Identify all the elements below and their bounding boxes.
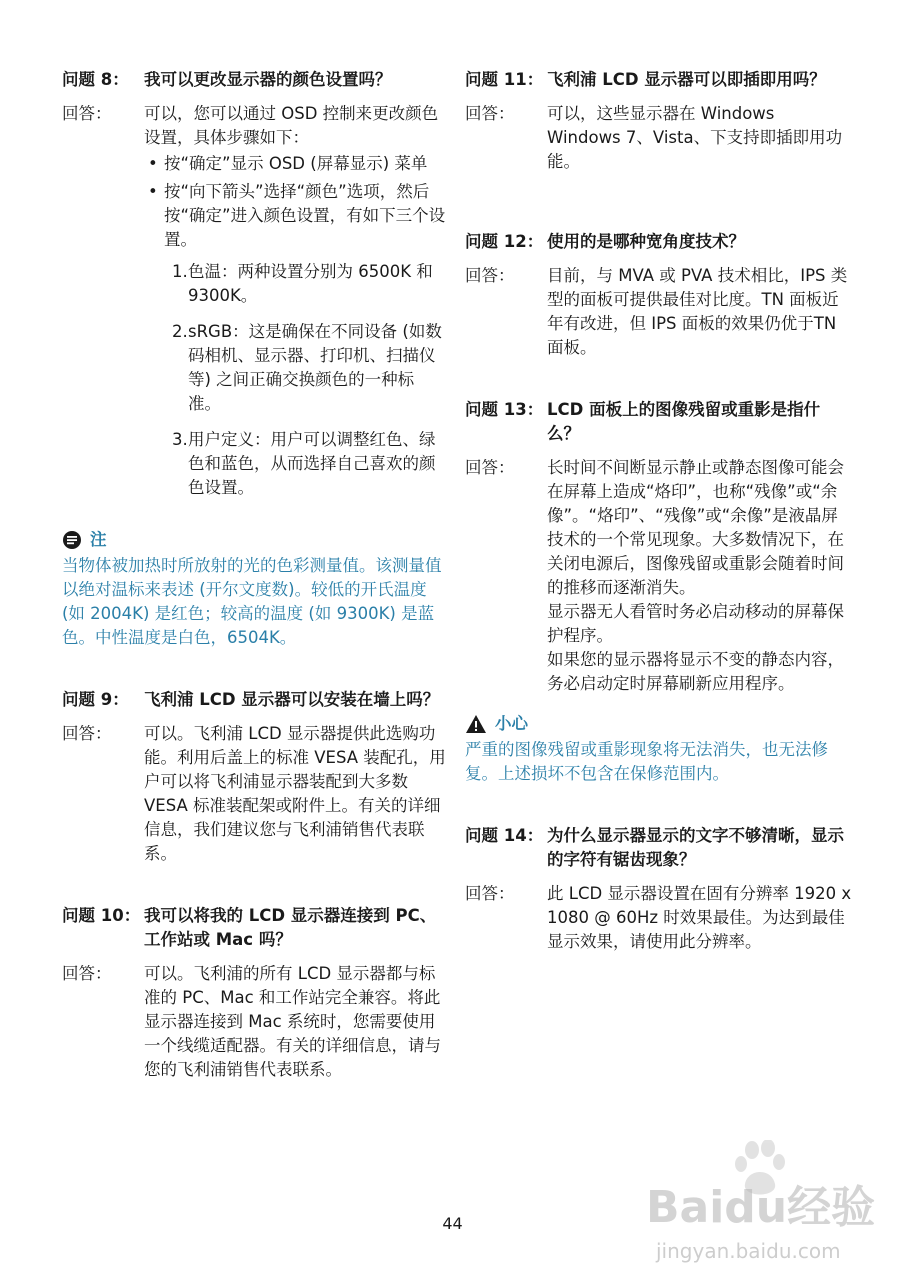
bullet-list [144,152,446,252]
answer-label: 回答： [62,724,112,743]
numbered-item [172,260,446,308]
caution-header [465,712,853,736]
question-row [465,398,853,446]
question-label: 问题 9： [62,690,129,709]
question-text: 使用的是哪种宽角度技术？ [547,232,745,251]
note-box [62,528,446,650]
answer-label: 回答： [465,266,515,285]
warning-icon [465,714,487,734]
answer-paragraph: 长时间不间断显示静止或静态图像可能会在屏幕上造成“烙印”，也称“残像”或“余像”。“烙印”、“残像”或“余像”是液晶屏技术的一个常见现象。大多数情况下，在关闭电源后，图像残留或重影会随着时间的推移而逐渐消失。 [547,458,844,597]
note-title: 注 [90,530,107,549]
item-number: 3. [172,430,188,449]
faq-q11 [465,68,853,174]
answer-label: 回答： [465,104,515,123]
item-text: sRGB：这是确保在不同设备 (如数码相机、显示器、打印机、扫描仪等) 之间正确交换颜色的一种标准。 [188,322,442,413]
question-label: 问题 14： [465,826,544,845]
answer-row [62,962,446,1082]
answer-label: 回答： [465,458,515,477]
numbered-item [172,428,446,500]
answer-text: 此 LCD 显示器设置在固有分辨率 1920 x 1080 @ 60Hz 时效果最佳。为达到最佳显示效果，请使用此分辨率。 [547,884,852,951]
answer-label: 回答： [62,964,112,983]
caution-text: 严重的图像残留或重影现象将无法消失，也无法修复。上述损坏不包含在保修范围内。 [465,740,828,783]
answer-text: 可以。飞利浦的所有 LCD 显示器都与标准的 PC、Mac 和工作站完全兼容。将此显示器连接到 Mac 系统时，您需要使用一个线缆适配器。有关的详细信息，请与您的飞利浦销售代表联系。 [144,964,441,1079]
item-text: 用户定义：用户可以调整红色、绿色和蓝色，从而选择自己喜欢的颜色设置。 [188,430,436,497]
question-text: 我可以将我的 LCD 显示器连接到 PC、工作站或 Mac 吗？ [144,906,437,949]
bullet-item: • 按“向下箭头”选择“颜色”选项，然后按“确定”进入颜色设置，有如下三个设置。 [144,180,446,252]
question-text: 我可以更改显示器的颜色设置吗？ [144,70,392,89]
numbered-list [144,260,446,500]
caution-box [465,712,853,786]
caution-title: 小心 [495,714,528,733]
answer-row [465,456,853,696]
numbered-item [172,320,446,416]
note-header [62,528,446,552]
question-label: 问题 11： [465,70,544,89]
item-number: 2. [172,322,188,341]
answer-intro: 可以，您可以通过 OSD 控制来更改颜色设置，具体步骤如下： [144,104,439,147]
question-row [62,688,446,712]
question-text: LCD 面板上的图像残留或重影是指什么？ [547,400,821,443]
question-row [465,68,853,92]
bullet-item: • 按“确定”显示 OSD (屏幕显示) 菜单 [144,152,446,176]
faq-q9 [62,688,446,866]
baidu-jingyan-watermark [640,1140,890,1270]
faq-q12 [465,230,853,360]
answer-paragraph: 如果您的显示器将显示不变的静态内容，务必启动定时屏幕刷新应用程序。 [547,650,844,693]
answer-row [465,882,853,954]
answer-body [144,102,446,512]
faq-q10 [62,904,446,1082]
faq-q14 [465,824,853,954]
answer-row [465,264,853,360]
question-label: 问题 10： [62,906,141,925]
answer-row [465,102,853,174]
note-text: 当物体被加热时所放射的光的色彩测量值。该测量值以绝对温标来表述 (开尔文度数)。较低的开氏温度 (如 2004K) 是红色；较高的温度 (如 9300K) 是蓝色。中性温度是白色，6504K。 [62,556,442,647]
page-number: 44 [442,1214,463,1233]
question-text: 飞利浦 LCD 显示器可以即插即用吗？ [547,70,826,89]
left-column [62,68,446,1120]
answer-label: 回答： [62,104,112,123]
item-text: 色温：两种设置分别为 6500K 和 9300K。 [188,262,433,305]
watermark-brand: Baidu经验 [646,1182,876,1233]
right-column [465,68,853,992]
answer-text: 目前，与 MVA 或 PVA 技术相比，IPS 类型的面板可提供最佳对比度。TN 面板近年有改进，但 IPS 面板的效果仍优于TN 面板。 [547,266,848,357]
answer-label: 回答： [465,884,515,903]
question-row [62,68,446,92]
item-number: 1. [172,262,188,281]
faq-q8 [62,68,446,512]
answer-row [62,102,446,512]
answer-body [547,456,853,696]
question-row [62,904,446,952]
answer-text: 可以。飞利浦 LCD 显示器提供此选购功能。利用后盖上的标准 VESA 装配孔，用户可以将飞利浦显示器装配到大多数 VESA 标准装配架或附件上。有关的详细信息，我们建议您与飞利浦销售代表联系。 [144,724,446,863]
question-label: 问题 8： [62,70,129,89]
note-icon [62,530,82,550]
faq-q13 [465,398,853,696]
watermark-url: jingyan.baidu.com [656,1239,841,1263]
question-row [465,824,853,872]
answer-paragraph: 显示器无人看管时务必启动移动的屏幕保护程序。 [547,602,844,645]
question-text: 飞利浦 LCD 显示器可以安装在墙上吗？ [144,690,440,709]
question-label: 问题 13： [465,400,544,419]
answer-text: 可以，这些显示器在 Windows Windows 7、Vista、下支持即插即用功能。 [547,104,843,171]
question-label: 问题 12： [465,232,544,251]
question-text: 为什么显示器显示的文字不够清晰，显示的字符有锯齿现象？ [547,826,844,869]
question-row [465,230,853,254]
answer-row [62,722,446,866]
